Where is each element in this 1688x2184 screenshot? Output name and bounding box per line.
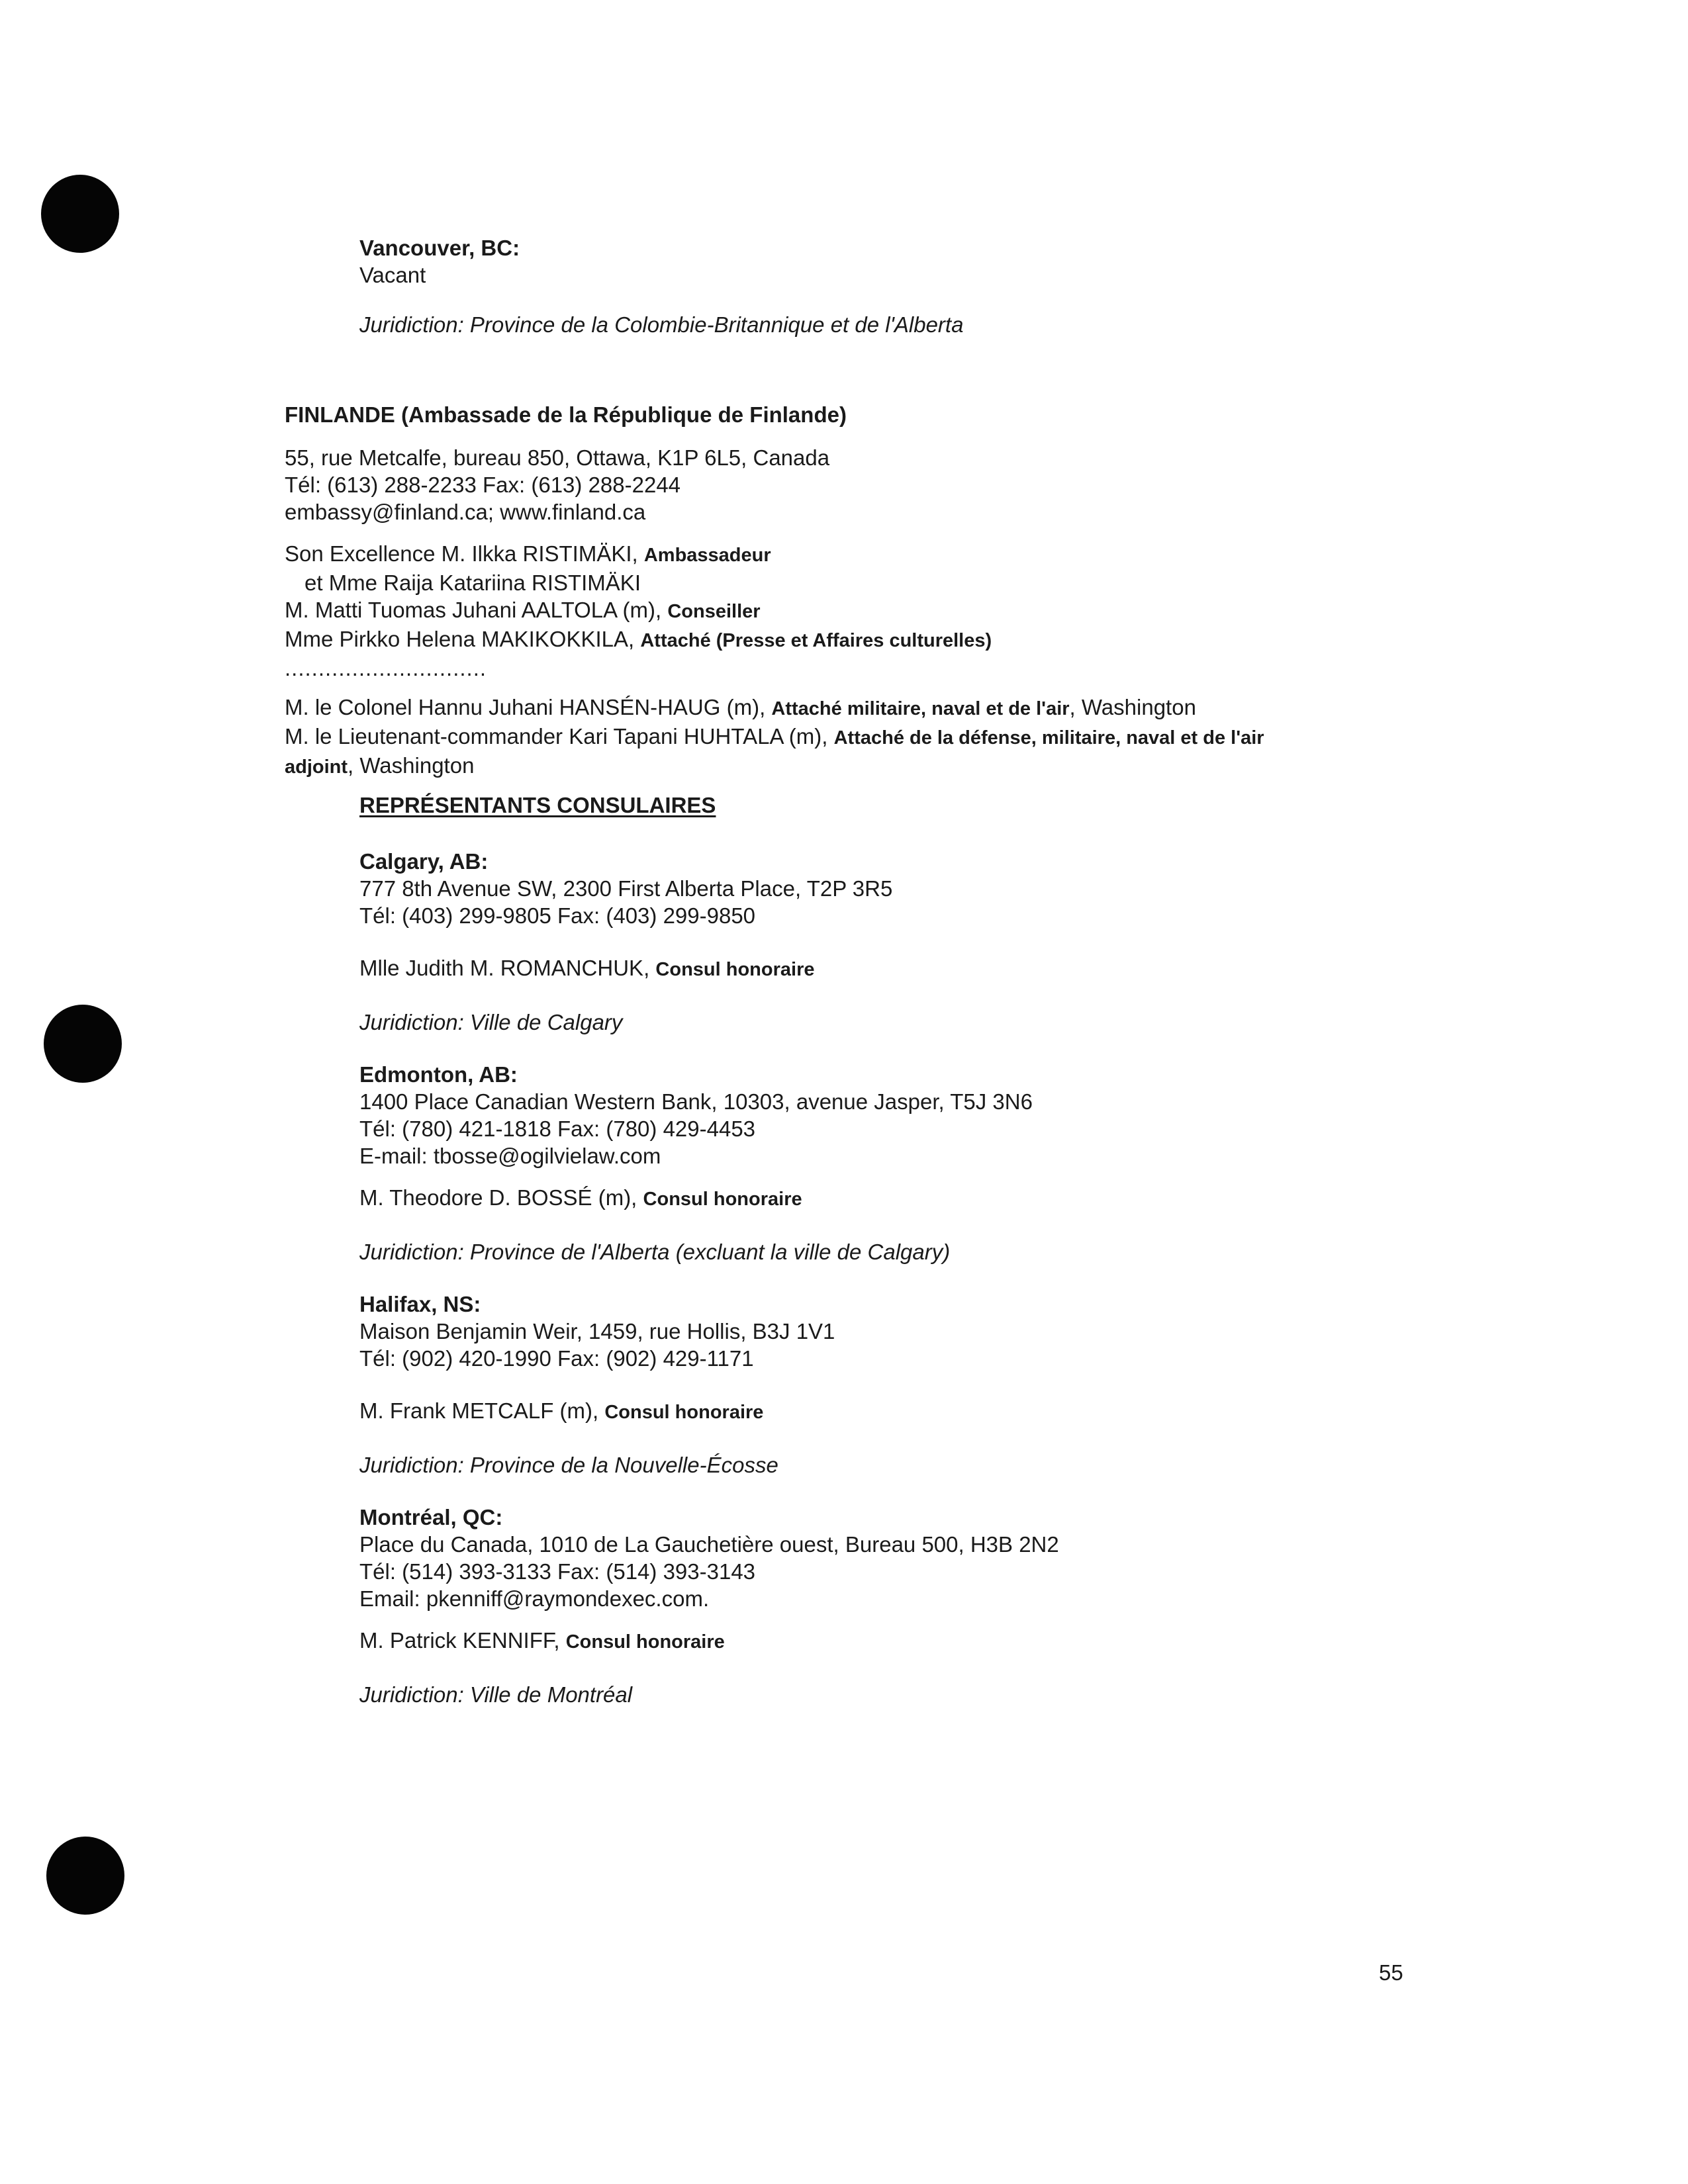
military-line xyxy=(285,694,1264,723)
staff-role: Conseiller xyxy=(667,601,761,622)
staff-location: , Washington xyxy=(1069,695,1196,719)
consul-name: Mlle Judith M. ROMANCHUK, xyxy=(359,956,656,980)
staff-name: Mme Pirkko Helena MAKIKOKKILA, xyxy=(285,627,641,651)
office-phone: Tél: (403) 299-9805 Fax: (403) 299-9850 xyxy=(359,903,756,928)
binder-hole-bottom xyxy=(46,1837,124,1915)
consular-office-calgary xyxy=(359,848,1059,1036)
consular-heading: REPRÉSENTANTS CONSULAIRES xyxy=(359,793,716,817)
staff-role: Attaché de la défense, militaire, naval et de l'air xyxy=(833,727,1264,749)
staff-role: Attaché militaire, naval et de l'air xyxy=(771,698,1070,719)
city-heading: Halifax, NS: xyxy=(359,1292,481,1316)
city-heading: Edmonton, AB: xyxy=(359,1062,518,1087)
consular-office-montreal xyxy=(359,1504,1059,1708)
office-address: 777 8th Avenue SW, 2300 First Alberta Place, T2P 3R5 xyxy=(359,876,893,901)
staff-line xyxy=(285,625,1264,655)
embassy-heading: FINLANDE (Ambassade de la République de Finlande) xyxy=(285,402,847,427)
finland-embassy-section xyxy=(285,401,1264,781)
page-number: 55 xyxy=(1379,1960,1403,1985)
consul-role: Consul honoraire xyxy=(565,1631,725,1653)
consul-role: Consul honoraire xyxy=(604,1402,764,1423)
jurisdiction-line: Juridiction: Ville de Calgary xyxy=(359,1010,623,1034)
office-phone: Tél: (780) 421-1818 Fax: (780) 429-4453 xyxy=(359,1116,756,1141)
dotted-separator: .............................. xyxy=(285,656,487,680)
consular-section xyxy=(359,792,1059,1708)
binder-hole-top xyxy=(41,175,119,253)
city-heading: Calgary, AB: xyxy=(359,849,489,874)
staff-role: Ambassadeur xyxy=(643,545,771,566)
consul-name: M. Patrick KENNIFF, xyxy=(359,1628,566,1653)
military-line xyxy=(285,723,1264,752)
jurisdiction-line: Juridiction: Province de l'Alberta (excluant la ville de Calgary) xyxy=(359,1240,951,1264)
consul-name: M. Theodore D. BOSSÉ (m), xyxy=(359,1185,643,1210)
office-address: Maison Benjamin Weir, 1459, rue Hollis, B3J 1V1 xyxy=(359,1319,835,1343)
staff-name: M. le Colonel Hannu Juhani HANSÉN-HAUG (m), xyxy=(285,695,772,719)
jurisdiction-line: Juridiction: Province de la Nouvelle-Écosse xyxy=(359,1453,778,1477)
consular-office-halifax xyxy=(359,1291,1059,1479)
consul-line xyxy=(359,1627,1059,1656)
consular-office-edmonton xyxy=(359,1061,1059,1265)
jurisdiction-line: Juridiction: Province de la Colombie-Britannique et de l'Alberta xyxy=(359,312,964,337)
embassy-web: embassy@finland.ca; www.finland.ca xyxy=(285,500,646,524)
city-heading: Vancouver, BC: xyxy=(359,236,520,260)
office-email: Email: pkenniff@raymondexec.com. xyxy=(359,1586,710,1611)
staff-role: Attaché (Presse et Affaires culturelles) xyxy=(640,630,992,651)
military-line xyxy=(285,752,1264,781)
office-email: E-mail: tbosse@ogilvielaw.com xyxy=(359,1144,661,1168)
consul-role: Consul honoraire xyxy=(655,959,815,980)
staff-location: , Washington xyxy=(348,753,475,778)
staff-name: M. le Lieutenant-commander Kari Tapani HUHTALA (m), xyxy=(285,724,834,749)
jurisdiction-line: Juridiction: Ville de Montréal xyxy=(359,1682,633,1707)
embassy-address: 55, rue Metcalfe, bureau 850, Ottawa, K1P 6L5, Canada xyxy=(285,445,830,470)
embassy-phone: Tél: (613) 288-2233 Fax: (613) 288-2244 xyxy=(285,473,681,497)
staff-name: M. Matti Tuomas Juhani AALTOLA (m), xyxy=(285,598,668,622)
consul-name: M. Frank METCALF (m), xyxy=(359,1398,605,1423)
staff-line xyxy=(285,569,1264,596)
vacancy-status: Vacant xyxy=(359,263,426,287)
staff-name: Son Excellence M. Ilkka RISTIMÄKI, xyxy=(285,541,644,566)
office-address: Place du Canada, 1010 de La Gauchetière ouest, Bureau 500, H3B 2N2 xyxy=(359,1532,1059,1557)
staff-line xyxy=(285,540,1264,569)
city-heading: Montréal, QC: xyxy=(359,1505,503,1529)
consul-line xyxy=(359,954,1059,983)
consul-line xyxy=(359,1184,1059,1213)
office-phone: Tél: (514) 393-3133 Fax: (514) 393-3143 xyxy=(359,1559,756,1584)
vancouver-section xyxy=(359,234,963,338)
office-phone: Tél: (902) 420-1990 Fax: (902) 429-1171 xyxy=(359,1346,754,1371)
binder-hole-middle xyxy=(44,1005,122,1083)
staff-role: adjoint xyxy=(285,756,348,778)
consul-role: Consul honoraire xyxy=(643,1189,802,1210)
office-address: 1400 Place Canadian Western Bank, 10303, avenue Jasper, T5J 3N6 xyxy=(359,1089,1033,1114)
staff-line xyxy=(285,596,1264,625)
consul-line xyxy=(359,1397,1059,1426)
staff-name: et Mme Raija Katariina RISTIMÄKI xyxy=(305,570,641,595)
